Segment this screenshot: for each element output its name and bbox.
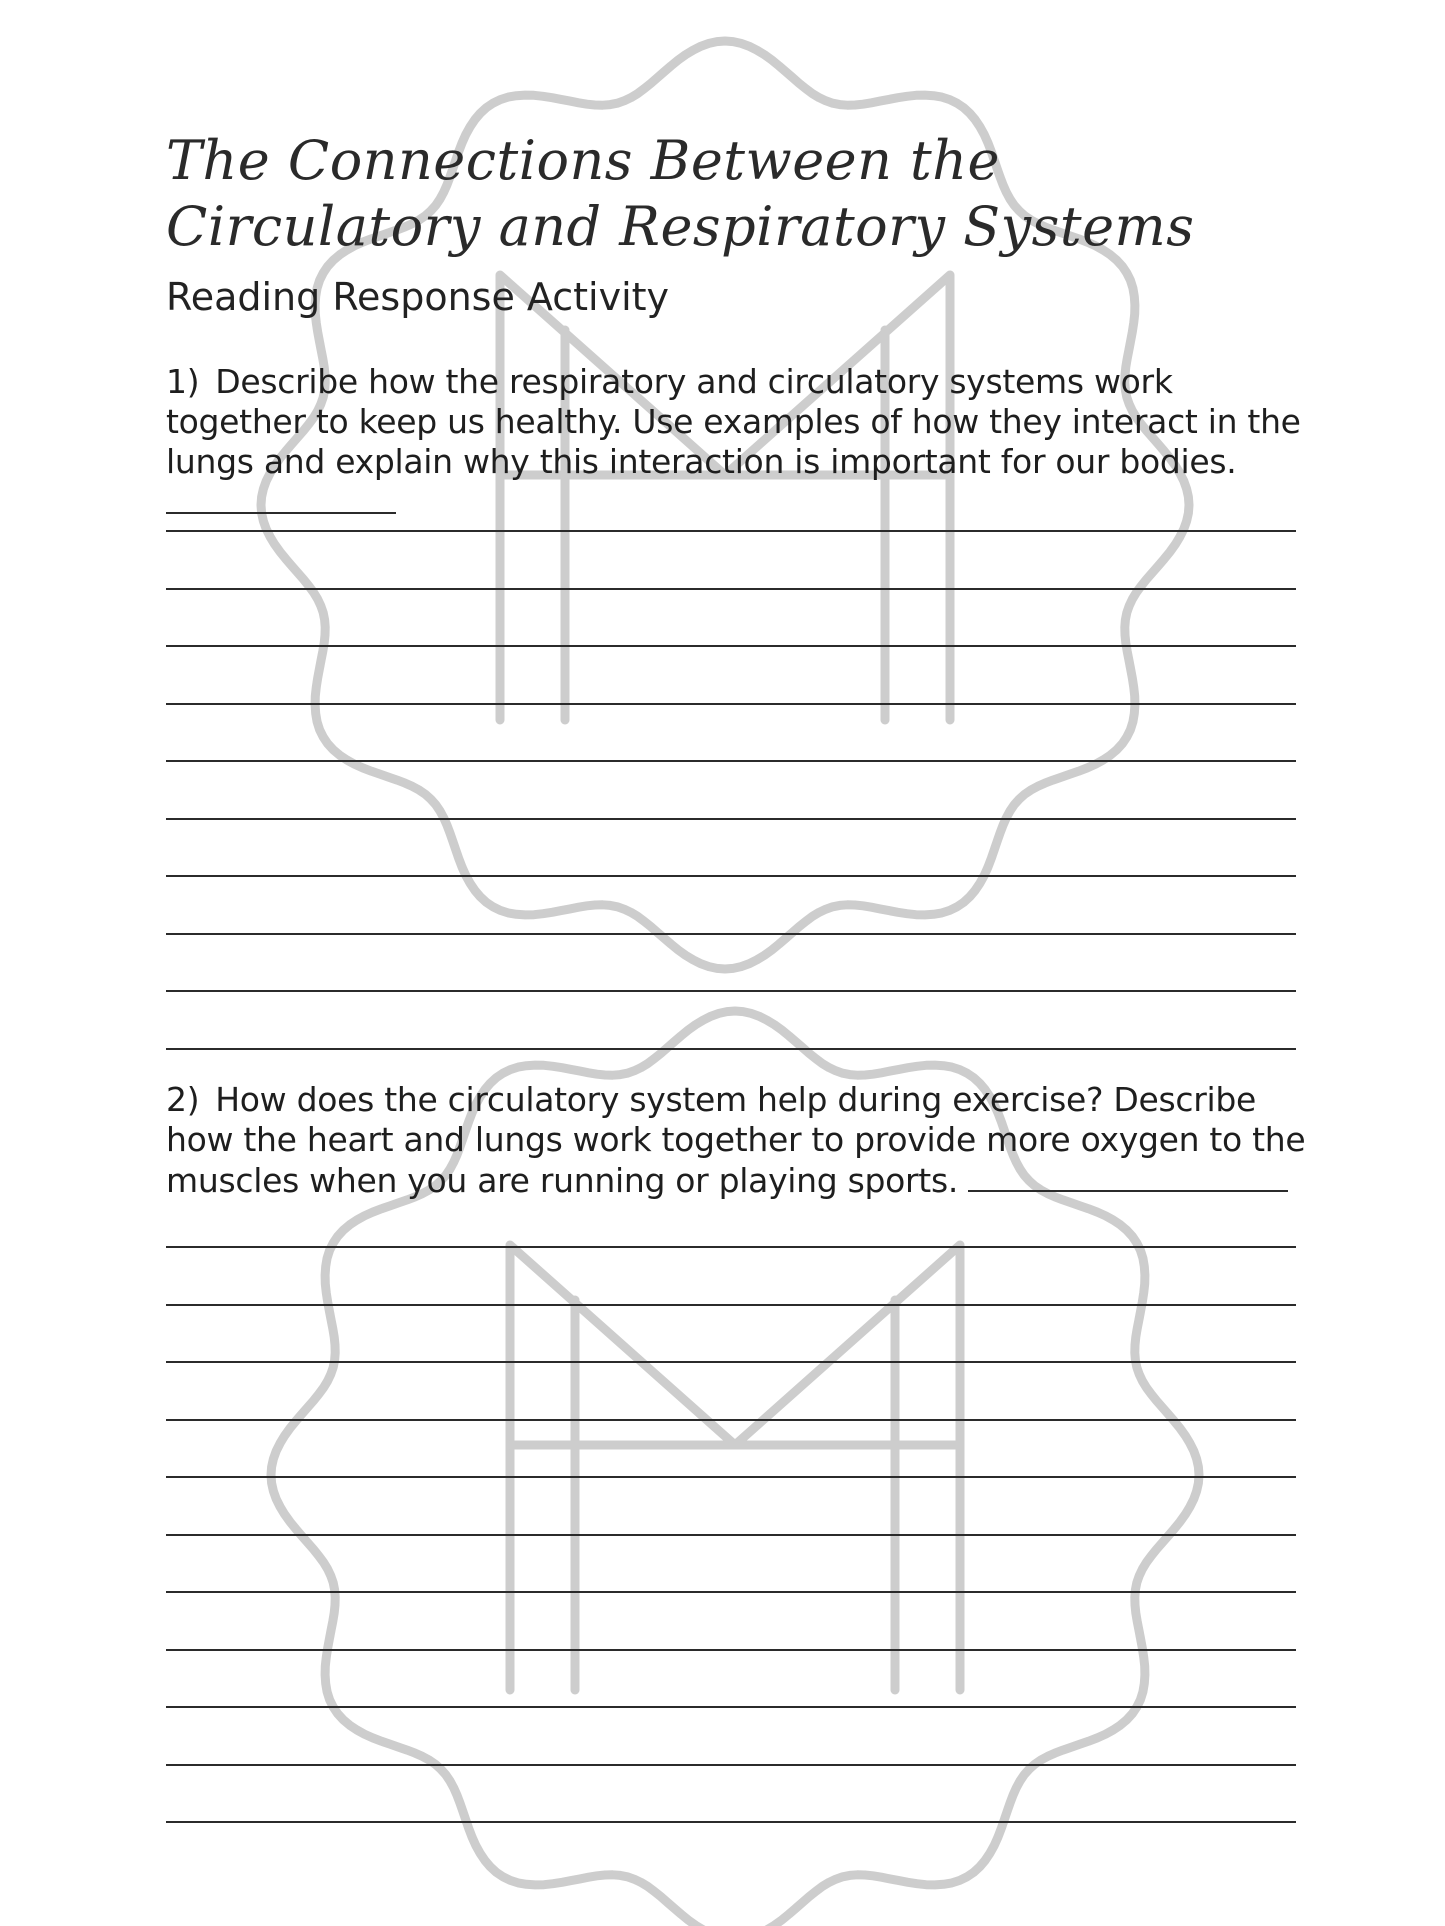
answer-line[interactable]	[166, 645, 1296, 647]
answer-line[interactable]	[166, 1419, 1296, 1421]
answer-line[interactable]	[166, 1361, 1296, 1363]
question-2-inline-answer-line[interactable]	[968, 1160, 1288, 1192]
answer-line[interactable]	[166, 760, 1296, 762]
question-1-text: Describe how the respiratory and circulatory systems work together to keep us healthy. Use examples of how they interact in the lungs and explain why this interaction is important for our bodies.	[166, 362, 1301, 481]
answer-line[interactable]	[166, 1534, 1296, 1536]
answer-line[interactable]	[166, 530, 1296, 532]
answer-line[interactable]	[166, 588, 1296, 590]
answer-line[interactable]	[166, 1476, 1296, 1478]
answer-line[interactable]	[166, 818, 1296, 820]
answer-line[interactable]	[166, 875, 1296, 877]
question-1	[166, 362, 1316, 523]
worksheet-title: The Connections Between the Circulatory and Respiratory Systems	[166, 129, 1195, 258]
answer-line[interactable]	[166, 703, 1296, 705]
answer-line[interactable]	[166, 1246, 1296, 1248]
worksheet-subtitle: Reading Response Activity	[166, 275, 670, 319]
answer-line[interactable]	[166, 933, 1296, 935]
answer-line[interactable]	[166, 1048, 1296, 1050]
question-1-number: 1)	[166, 362, 200, 401]
answer-line[interactable]	[166, 1304, 1296, 1306]
answer-line[interactable]	[166, 1706, 1296, 1708]
answer-line[interactable]	[166, 1821, 1296, 1823]
answer-line[interactable]	[166, 1591, 1296, 1593]
question-2	[166, 1080, 1316, 1201]
answer-line[interactable]	[166, 1649, 1296, 1651]
question-2-number: 2)	[166, 1080, 200, 1119]
answer-line[interactable]	[166, 1764, 1296, 1766]
question-2-text: How does the circulatory system help during exercise? Describe how the heart and lungs work together to provide more oxygen to the muscles when you are running or playing sports.	[166, 1080, 1306, 1200]
answer-line[interactable]	[166, 990, 1296, 992]
question-1-inline-answer-line[interactable]	[166, 482, 396, 514]
